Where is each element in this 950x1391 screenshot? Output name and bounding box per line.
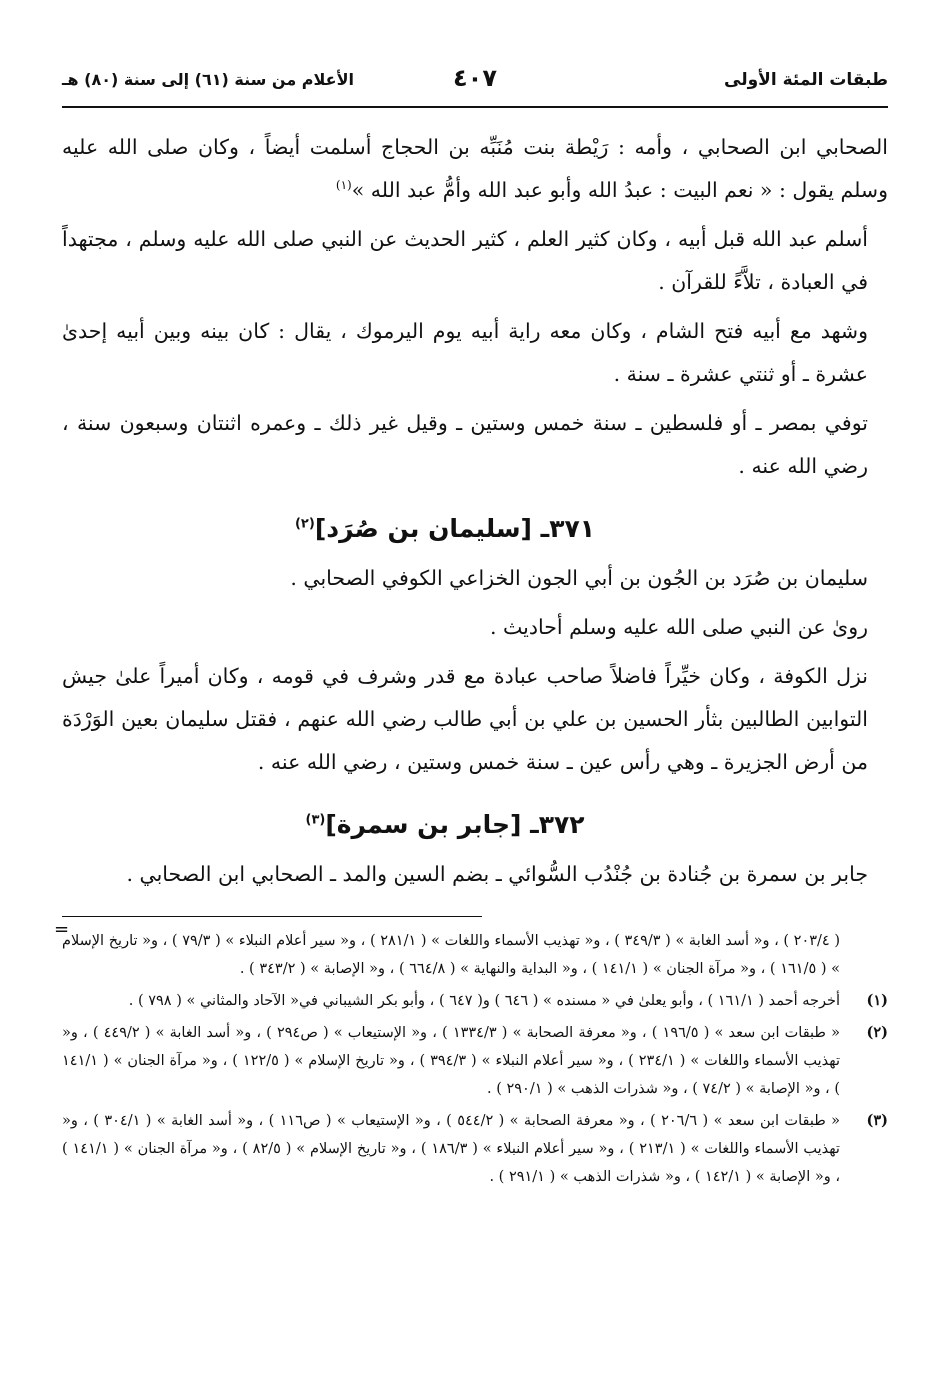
footnote-text: « طبقات ابن سعد » ( ٢٠٦/٦ ) ، و« معرفة الصحابة » ( ٥٤٤/٢ ) ، و« الإستيعاب » ( ص١١٦ ) ، و« أسد الغابة » ( ٣٠٤/١ ) ، و« تهذيب الأسماء واللغات » ( ٢١٣/١ ) ، و« سير أعلام النبلاء » ( ١٨٦/٣ ) ، و« تاريخ الإسلام » ( ٨٢/٥ ) ، و« مرآة الجنان » ( ١٤١/١ ) ، و« الإصابة » ( ١٤٢/١ ) ، و« شذرات الذهب » ( ٢٩١/١ ) . [62,1113,841,1185]
footnote-item [62,987,888,1015]
footnote-item [62,1107,888,1191]
intro-paragraph-2: أسلم عبد الله قبل أبيه ، وكان كثير العلم ، كثير الحديث عن النبي صلى الله عليه وسلم ، مجتهداً في العبادة ، تلاَّءً للقرآن . [62,227,868,294]
entry-371-paragraph-1: سليمان بن صُرَد بن الجُون بن أبي الجون الخزاعي الكوفي الصحابي . [290,566,868,590]
entry-372-paragraph-1: جابر بن سمرة بن جُنادة بن جُنْدُب السُّوائي ـ بضم السين والمد ـ الصحابي ابن الصحابي . [126,862,868,886]
entry-371-paragraph-3: نزل الكوفة ، وكان خيِّراً فاضلاً صاحب عبادة مع قدر وشرف في قومه ، وكان أميراً علىٰ جيش التوابين الطالبين بثأر الحسين بن علي بن أبي طالب رضي الله عنهم ، فقتل سليمان بعين الوَرْدَة من أرض الجزيرة ـ وهي رأس عين ـ سنة خمس وستين ، رضي الله عنه . [62,664,868,774]
footnote-text: أخرجه أحمد ( ١٦١/١ ) ، وأبو يعلىٰ في « مسنده » ( ٦٤٦ ) و( ٦٤٧ ) ، وأبو بكر الشيباني في« الآحاد والمثاني » ( ٧٩٨ ) . [128,993,840,1009]
book-page [54,62,888,1351]
footnote-continuation [62,927,888,983]
footnote-ref-1[interactable]: (١) [335,178,352,193]
book-title: طبقات المئة الأولى [724,70,888,90]
page-number: ٤٠٧ [453,64,497,92]
footnote-text: « طبقات ابن سعد » ( ١٩٦/٥ ) ، و« معرفة الصحابة » ( ١٣٣٤/٣ ) ، و« الإستيعاب » ( ص٢٩٤ ) ، و« أسد الغابة » ( ٤٤٩/٢ ) ، و« تهذيب الأسماء واللغات » ( ٢٣٤/١ ) ، و« سير أعلام النبلاء » ( ٣٩٤/٣ ) ، و« تاريخ الإسلام » ( ١٢٢/٥ ) ، و« مرآة الجنان » ( ١٤١/١ ) ، و« الإصابة » ( ٧٤/٢ ) ، و« شذرات الذهب » ( ٢٩٠/١ ) . [62,1025,840,1097]
footnote-number: (٢) [866,1024,888,1041]
footnote-ref-2[interactable]: (٢) [294,516,315,532]
footnotes-section [54,916,888,1191]
entry-372-title: ٣٧٢ـ [جابر بن سمرة]$^{(٣)}$ [305,810,585,839]
footnote-separator [62,916,482,917]
footnote-continuation-mark: = [54,919,70,940]
footnote-number: (٣) [866,1112,888,1129]
main-text [62,126,888,896]
running-header [62,62,888,108]
footnote-item [62,1019,888,1103]
footnote-ref-3[interactable]: (٣) [305,812,326,828]
intro-paragraph-3: وشهد مع أبيه فتح الشام ، وكان معه راية أبيه يوم اليرموك ، يقال : كان بينه وبين أبيه إحدىٰ عشرة ـ أو ثنتي عشرة ـ سنة . [62,319,868,386]
footnote-continuation-text: ( ٢٠٣/٤ ) ، و« أسد الغابة » ( ٣٤٩/٣ ) ، و« تهذيب الأسماء واللغات » ( ٢٨١/١ ) ، و« سير أعلام النبلاء » ( ٧٩/٣ ) ، و« تاريخ الإسلام » ( ١٦١/٥ ) ، و« مرآة الجنان » ( ١٤١/١ ) ، و« البداية والنهاية » ( ٦٦٤/٨ ) ، و« الإصابة » ( ٣٤٣/٢ ) . [62,933,840,977]
entry-371-paragraph-2: روىٰ عن النبي صلى الله عليه وسلم أحاديث . [489,615,868,639]
footnote-number: (١) [866,992,888,1009]
entry-371-title: ٣٧١ـ [سليمان بن صُرَد]$^{(٢)}$ [294,514,596,543]
section-range: الأعلام من سنة (٦١) إلى سنة (٨٠) هـ [62,70,354,89]
intro-paragraph-4: توفي بمصر ـ أو فلسطين ـ سنة خمس وستين ـ وقيل غير ذلك ـ وعمره اثنتان وسبعون سنة ، رضي الله عنه . [62,411,868,478]
intro-paragraph-1: الصحابي ابن الصحابي ، وأمه : رَيْطة بنت مُنَبِّه بن الحجاج أسلمت أيضاً ، وكان صلى الله عليه وسلم يقول : « نعم البيت : عبدُ الله وأبو عبد الله وأمُّ عبد الله »$^{(١)}$ [62,135,888,202]
